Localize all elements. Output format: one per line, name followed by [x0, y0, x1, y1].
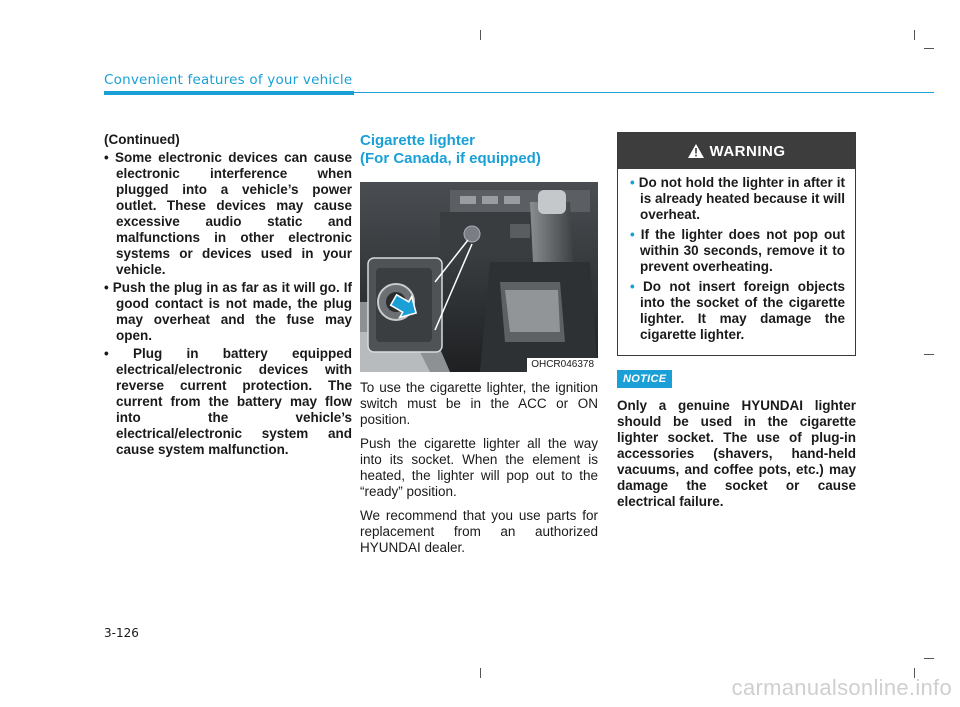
continued-label: (Continued): [104, 132, 180, 147]
header-title: Convenient features of your vehicle: [104, 72, 353, 88]
warning-item: • Do not insert foreign objects into the socket of the cigarette lighter. It may damage the cigarette lighter.: [630, 279, 845, 342]
warning-header: [618, 133, 855, 169]
crop-mark: [924, 658, 934, 659]
bullet-item: • Plug in battery equipped electrical/electronic devices with reverse current protection. The current from the battery may flow into the vehicle’s electrical/electronic system and cause system malfunction.: [104, 346, 352, 457]
crop-mark: [480, 668, 481, 678]
console-illustration: [360, 182, 598, 372]
body-paragraph: We recommend that you use parts for replacement from an authorized HYUNDAI dealer.: [360, 508, 598, 555]
crop-mark: [914, 30, 915, 40]
figure-code: OHCR046378: [527, 358, 598, 372]
warning-item: • Do not hold the lighter in after it is already heated because it will overheat.: [630, 175, 845, 222]
page-header: [104, 72, 352, 88]
notice-badge: NOTICE: [617, 370, 672, 388]
bullet-item: • Push the plug in as far as it will go. If good contact is not made, the plug may overheat and the fuse may open.: [104, 280, 352, 343]
warning-label: WARNING: [709, 142, 786, 160]
crop-mark: [924, 354, 934, 355]
section-title-line2: (For Canada, if equipped): [360, 150, 541, 167]
right-column: [617, 132, 856, 510]
notice-text: Only a genuine HYUNDAI lighter should be used in the cigarette lighter socket. The use of plug-in accessories (shavers, hand-held vacuums, and coffee pots, etc.) may damage the socket or cause electrical failure.: [617, 398, 856, 509]
header-rule-thick: [104, 91, 354, 95]
warning-box: [617, 132, 856, 356]
bullet-item: • Some electronic devices can cause electronic interference when plugged into a vehicle’s power outlet. These devices may cause excessive audio static and malfunctions in other electronic systems or devices used in your vehicle.: [104, 150, 352, 277]
page-number: 3-126: [104, 626, 139, 640]
crop-mark: [480, 30, 481, 40]
warning-body: [618, 169, 855, 355]
crop-mark: [924, 48, 934, 49]
section-title: [360, 132, 598, 168]
section-title-line1: Cigarette lighter: [360, 132, 476, 149]
watermark: carmanualsonline.info: [731, 675, 952, 700]
header-rule-thin: [354, 92, 934, 93]
cigarette-lighter-figure: [360, 182, 598, 372]
body-paragraph: To use the cigarette lighter, the ignition switch must be in the ACC or ON position.: [360, 380, 598, 427]
warning-item: • If the lighter does not pop out within 30 seconds, remove it to prevent overheating.: [630, 227, 845, 274]
warning-triangle-icon: [688, 144, 704, 158]
middle-column: [360, 132, 598, 556]
left-column: [104, 132, 352, 460]
body-paragraph: Push the cigarette lighter all the way into its socket. When the element is heated, the lighter will pop out to the “ready” position.: [360, 436, 598, 499]
